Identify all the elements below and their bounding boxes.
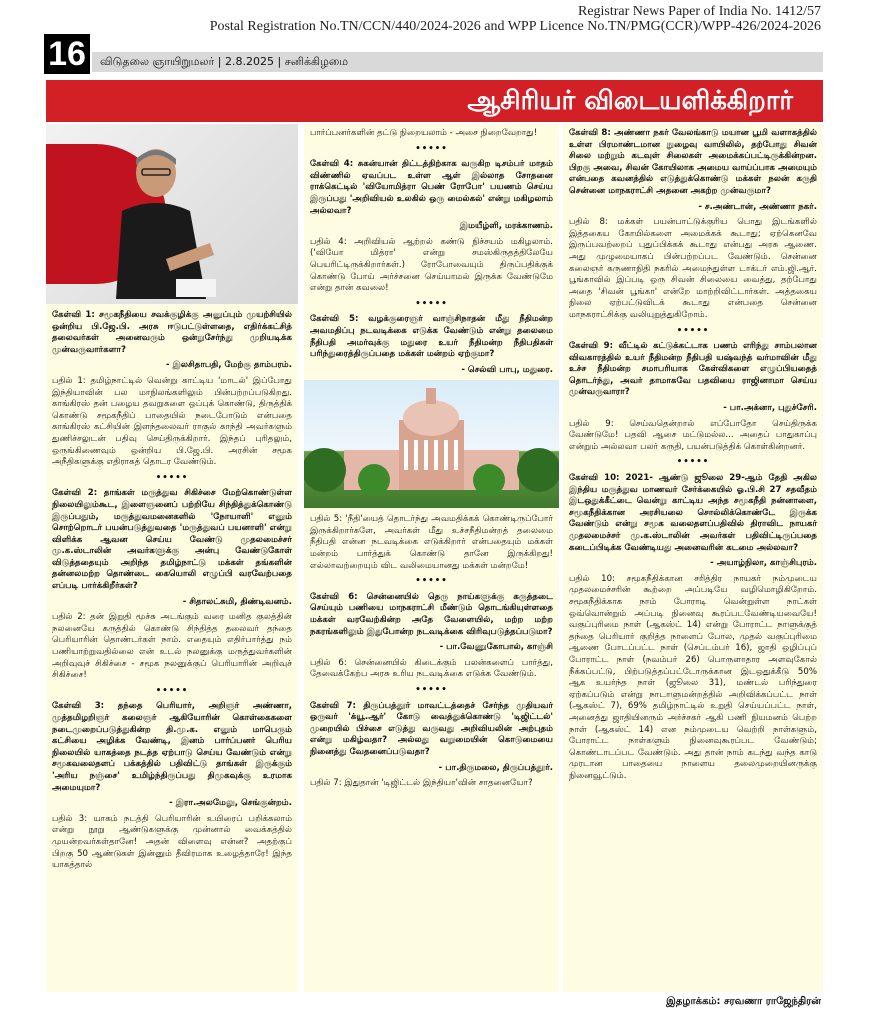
answer: பதில் 9: செய்வதென்றால் எப்போதோ செய்திருக்க வேண்டுமே! பதவி ஆசை மட்டுமல்ல... அதைப் பாதுகாப்பு என்றும் அல்லவா பலர் கருதி, பயன்படுத்திக் கொள்கின்றனர். — [569, 418, 817, 452]
supreme-court-photo — [304, 380, 559, 508]
question: கேள்வி 5: வழக்குரைஞர் வாஞ்சிநாதன் மீது நீதிமன்ற அவமதிப்பு நடவடிக்கை எடுக்க வேண்டும் என்று தலைமை நீதிபதி அமர்வுக்கு மதுரை உயர் நீதிமன்ற நீதிபதிகள் பரிந்துரைத்திருப்பதை மக்கள் மன்றம் ஏற்குமா? — [310, 314, 553, 360]
answer: பதில் 8: மக்கள் பயன்பாட்டுக்குரிய பொது இடங்களில் இத்தகைய கோயில்களை அமைக்கக் கூடாது; ஏற்கெனவே இருப்பவற்றைப் புதுப்பிக்கக் கூடாது என்பது அரசு ஆணை. அது முழுமையாகப் பின்பற்றப்பட வேண்டும். சென்னை கலைஞர் கருணாநிதி நகரில் அமைந்துள்ள டாக்டர் எம்.ஜி.ஆர். பூங்காவில் இப்படி ஒரு சிவன் சிலையை வைத்து, தற்போது அதை 'சிவன் பூங்கா' என்றே மாற்றிவிட்டார்கள். அத்தகைய நிலை ஏற்பட்டுவிடக் கூடாது என்பதை சென்னை மாநகராட்சிக்கு வலியுறுத்துகிறோம். — [569, 217, 817, 320]
answer: பதில் 10: சமூகநீதிக்கான சரித்திர நாயகர் நம்முடைய முதலமைச்சரின் கூற்றை அப்படியே வழிமொழிகிறோம். சமூகநீதிக்காக நாம் போராடி வென்றுள்ள நாட்கள் ஒவ்வொன்றும் அப்படி நினைவு கூரப்படவேண்டியவையே! வகுப்புரிமை நாள் (ஆகஸ்ட் 14) என்று போராட்ட நாளுக்குத் தந்தை பெரியார் குறித்த நாளைப் போல, முதல் வகுப்புரிமை ஆணை போடப்பட்ட நாள் (செப்டம்பர் 16), ஜாதி ஒழிப்புப் போராட்ட நாள் (நவம்பர் 26) பொருளாதார அளவுகோல் நீக்கப்பட்டு, பிற்படுத்தப்பட்டோருக்கான இடஒதுக்கீடு 50% ஆக உயர்ந்த நாள் (ஜூலை 31), மண்டல் பரிந்துரை ஏற்கப்படும் என்று நாடாளுமன்றத்தில் அறிவிக்கப்பட்ட நாள் (ஆகஸ்ட் 7), 69% தமிழ்நாட்டில் உறுதி செய்யப்பட்ட நாள், அனைத்து ஜாதியினரும் அர்ச்சகர் ஆகி பணி நியமனம் பெற்ற நாள் (ஆகஸ்ட் 14) என நம்முடைய வெற்றி நாள்களும், போராட்ட நாள்களும் நினைவுகூரப்பட வேண்டும்; கொண்டாடப்பட வேண்டும். அது தான் நாம் கடந்து வந்த காடு முரடான பாதையை நாளைய தலைமுறையினருக்கு நினைவூட்டும். — [569, 573, 817, 781]
credit-line: இதழாக்கம்: சரவணா ராஜேந்திரன் — [666, 996, 821, 1007]
separator: ••••• — [155, 472, 189, 483]
answer: பதில் 6: சென்னையில் கிடைக்கும் பலன்களைப் பார்த்து, தேவைக்கேற்ப அரசு உரிய நடவடிக்கை எடுக்க வேண்டும். — [310, 657, 553, 680]
registrar-line-2: Postal Registration No.TN/CCN/440/2024-2026 and WPP Licence No.TN/PMG(CCR)/WPP-426/2024-2026 — [209, 19, 821, 34]
question: கேள்வி 3: தந்தை பெரியார், அறிஞர் அண்ணா, முத்தமிழறிஞர் கலைஞர் ஆகியோரின் கொள்கைகளை நடைமுறைப்படுத்துகின்ற தி.மு.க. எனும் மாபெரும் கட்சியை அழிக்க வேண்டி, இனம் பார்ப்பனர் பெரிய நிலையில் யாகத்தை நடத்த ஏற்பாடு செய்ய வேண்டும் என்று சமூகவலைதளப் பக்கத்தில் பதிவிட்டு தாங்கள் இருக்கும் 'அரிய நஞ்சை' உமிழ்ந்திருப்பது திமுகவுக்கு உரமாக அமையுமா? — [52, 701, 292, 793]
questioner: - பா.திருமலை, திருப்பத்தூர். — [438, 762, 553, 773]
question: கேள்வி 8: அண்ணா நகர் வேலங்காடு மயான பூமி வளாகத்தில் உள்ள பிரமாண்டமான நுழைவு வாயிலில், தற்போது சிவன் சிலை மற்றும் கடவுள் சிலைகள் அமைக்கப்பட்டிருக்கின்றன. பிறகு அவை, சிவன் கோயிலாக அமைய வாய்ப்பாக அமையும் என்பதை கவனத்தில் எடுத்துக்கொண்டு மக்கள் நலன் கருதி சென்னை மாநகராட்சி அதனை அகற்ற முன்வருமா? — [569, 128, 817, 196]
answer: பதில் 3: யாகம் நடத்தி பெரியாரின் உயிரைப் பறிக்கலாம் என்று நூறு ஆண்டுகளுக்கு முன்னால் வைக்கத்தில் முயன்றவர்கள்தானே! அதன் விளைவு என்ன? அதற்குப் பிறகு 50 ஆண்டுகள் இன்னும் தீவிரமாக உழைத்தாரே! இந்த யாகத்தால் — [52, 813, 292, 871]
separator: ••••• — [415, 298, 448, 309]
registrar-header — [210, 4, 821, 34]
answer: பதில் 5: 'நீதி'யைத் தொடர்ந்து அவமதிக்கக் கொண்டிருப்போர் இருக்கிறார்களே, அவர்கள் மீது உச்சநீதிமன்றத் தலைமை நீதிபதி என்ன நடவடிக்கை எடுக்கிறார் என்பதையும் மக்கள் மன்றம் பார்த்துக் கொண்டு தானே இருக்கிறது! எல்லாவற்றையும் விட வலிமையானது மக்கள் மன்றமே! — [310, 514, 553, 571]
questioner: இமயீழ்ளி, மரக்காணம். — [459, 221, 553, 232]
answer: பதில் 1: தமிழ்நாட்டில் வென்று காட்டிய 'மாடல்' இப்போது இந்தியாவின் பல மாநிலங்களிலும் பின்பற்றப்படுகிறது. காங்கிரஸ் தன் பழைய தவறுகளை ஒப்புக் கொண்டு, திருத்திக் கொண்டு சமூகநீதிப் பாதையில் நடைபோடும் என்பதை காங்கிரஸ் கட்சியின் இளந்தலைவர் ராகுல் காந்தி அவர்களும் துணிச்சலுடன் பதிவு செய்திருக்கிறார். இந்தப் புரிதலும், ஒருங்கிணைவும் ஒன்றிய பி.ஜே.பி. அரசின் சமூக அநீதிகளுக்கு எதிராகத் தொடர வேண்டும். — [52, 375, 292, 468]
column-1-body — [52, 310, 292, 872]
question: கேள்வி 4: சுகன்யான் திட்டத்திற்காக வருகிற டிசம்பர் மாதம் விண்ணில் ஏவப்பட உள்ள ஆள் இல்லாத சோதனை ராக்கெட்டில் 'வியோமித்ரா பெண் ரோபோ' பயணம் செய்ய இருப்பது 'அறிவியல் உலகில் ஒரு மைல்கல்' என்று மகிழலாம் அல்லவா? — [310, 159, 553, 216]
questioner: - அயாழ்நிலா, காஞ்சிபுரம். — [710, 558, 817, 569]
separator: ••••• — [415, 143, 448, 154]
questioner: - சிதாலட்சுமி, திண்டிவனம். — [182, 596, 292, 607]
questioner: - இரா.அலமேலு, செங்குன்றம். — [169, 798, 292, 809]
answer: பதில் 2: தன் இறுதி மூச்சு அடங்கும் வரை மனித குலத்தின் நலனையே கருத்தில் கொண்டு சிந்தித்த தலைவர் தந்தை பெரியாரின் தொண்டர்கள் நாம். எதையும் எதிர்பார்த்து நம் பணியாற்றுவதில்லை என் உடல் நலனுக்கு மருத்துவர்களின் அறிவுவுச் சிகிச்சை - சமூக நலனுக்குப் பெரியாரின் அறிவுச் சிகிச்சை! — [52, 612, 292, 681]
separator: ••••• — [676, 457, 710, 468]
questioner: - ச.அண்டான், அண்ணா நகர். — [698, 201, 817, 212]
answer: பதில் 7: இதுதான் 'டிஜிட்டல் இந்தியா'வின் சாதனையோ? — [310, 778, 533, 789]
separator: ••••• — [676, 325, 710, 336]
column-1 — [46, 124, 298, 992]
author-figure — [106, 139, 216, 299]
questioner: - செல்வி பாபு, மதுரை. — [461, 364, 553, 375]
question: கேள்வி 7: திருப்பத்தூர் மாவட்டத்தைச் சேர்ந்த முதியவர் ஒருவர் 'க்யூ.ஆர்' கோடு வைத்துக்கொண்டு 'டிஜிட்டல்' முறையில் பிச்சை எடுத்து வருவது அறிவியலின் அற்புதம் என்று மகிழ்வதா? அல்லது வறுமையின் கொடுமையை நினைத்து வேதனைப்படுவதா? — [310, 700, 553, 757]
registrar-line-1: Registrar News Paper of India No. 1412/57 — [577, 4, 821, 19]
questioner: - இலசிதாபதி, மேற்கு தாம்பரம். — [165, 360, 292, 371]
column-2-top — [310, 128, 553, 376]
answer: பதில் 4: அறிவியல் ஆற்றல் கண்டு நிச்சயம் மகிழலாம். ('வியோ மித்ரா' என்று சமஸ்கிருதத்திலேயே பெயரிட்டிருக்கிறார்கள்.) ரோபோவையும் திருப்பதிக்குக் கொண்டு போய் அர்ச்சனை செய்யாமல் இருக்க வேண்டுமே என்று தான் கவலை! — [310, 236, 553, 294]
column-3 — [563, 124, 823, 992]
question: கேள்வி 9: வீட்டில் கட்டுக்கட்டாக பணம் எரிந்து சாம்பலான விவகாரத்தில் உயர் நீதிமன்ற நீதிபதி யஷ்வந்த் வர்மாவின் மீது உச்ச நீதிமன்ற சமாபரியாக கேள்விகளை எழுப்பியதைத் தொடர்ந்து, அவர் தாமாகவே பதவியை ராஜினாமா செய்ய முன்வருவாரா? — [569, 341, 817, 398]
column-3-body — [569, 128, 817, 782]
court-building-image — [304, 380, 559, 508]
subheader-bar: விடுதலை ஞாயிறுமலர் | 2.8.2025 | சனிக்கிழமை — [92, 52, 823, 72]
page-number: 16 — [44, 34, 90, 74]
question: கேள்வி 6: சென்னையில் தெரு நாய்களுக்கு கருத்தடை செய்யும் பணியை மாநகராட்சி மீண்டும் தொடங்கியுள்ளதை மக்கள் வரவேற்கின்ற அதே வேளையில், மற்ற மற்ற நகரங்களிலும் இதுபோன்ற நடவடிக்கை விரிவுபடுத்தப்படுமா? — [310, 591, 553, 637]
column-2-bottom — [310, 514, 553, 789]
separator: ••••• — [415, 685, 448, 695]
question: கேள்வி 1: சமூகநீதியை சவக்குழிக்கு அனுப்பும் முயற்சியில் ஒன்றிய பி.ஜே.பி. அரசு ஈடுபட்டுள்ளதை, எதிர்க்கட்சித் தலைவர்கள் அனைவரும் ஒன்றுசேர்ந்து முறியடிக்க முன்வருவார்களா? — [52, 310, 292, 355]
separator: ••••• — [155, 685, 189, 696]
questioner: - பா.அக்னா, புதுச்சேரி. — [723, 403, 817, 414]
column-2 — [304, 124, 559, 992]
author-photo — [46, 124, 298, 304]
separator: ••••• — [415, 576, 448, 587]
question: கேள்வி 10: 2021- ஆண்டு ஜூலை 29-ஆம் தேதி அகில இந்திய மருத்துவ மாணவர் சேர்க்கையில் ஓ.பி.சி 27 சதவீதம் இடஒதுக்கீட்டை வென்று காட்டிய அந்த சமூகநீதி நன்னாளை, சமூகநீதிக்கான அரசியலை சொல்லிக்கொண்டே இருக்க வேண்டும் என்று சமூக வலைதளப்பதிவில் திராவிட நாயகர் முதலமைச்சர் மு.க.ஸ்டாலின் அவர்கள் பதிவிட்டிருப்பதை கடைப்பிடிக்க வேண்டியது அனைவரின் கடமை அல்லவா? — [569, 473, 817, 553]
section-banner: ஆசிரியர் விடையளிக்கிறார் — [46, 80, 823, 122]
question: கேள்வி 2: தாங்கள் மருத்துவ சிகிச்சை மேற்கொண்டுள்ள நிலையிலும்கூட, இளைஞனைப் பற்றியே சிந்தித்துக்கொண்டு இருப்பதும், மருத்துவமனைகளில் 'நோயாளி' எனும் சொற்றொடர் பயன்படுத்துவதை 'மருத்துவப் பயனாளி' என்று விளிக்க ஆவன செய்ய வேண்டு முதலமைச்சர் மு.க.ஸ்டாலின் அவர்களுக்கு அன்பு வேண்டுகோள் விடுத்ததையும் அறிந்த தமிழ்நாட்டு மக்கள் தங்களின் தன்னலமற்ற தொண்டை கையொலி எழுப்பி வரவேற்பதை எப்படி பார்க்கிறீர்கள்? — [52, 488, 292, 592]
answer: பார்ப்பனர்களின் தட்டு நிறையலாம் - அசை நிறைவேறாது! — [310, 128, 538, 138]
questioner: - பா.வேணுகோபால், காஞ்சி — [439, 642, 553, 653]
